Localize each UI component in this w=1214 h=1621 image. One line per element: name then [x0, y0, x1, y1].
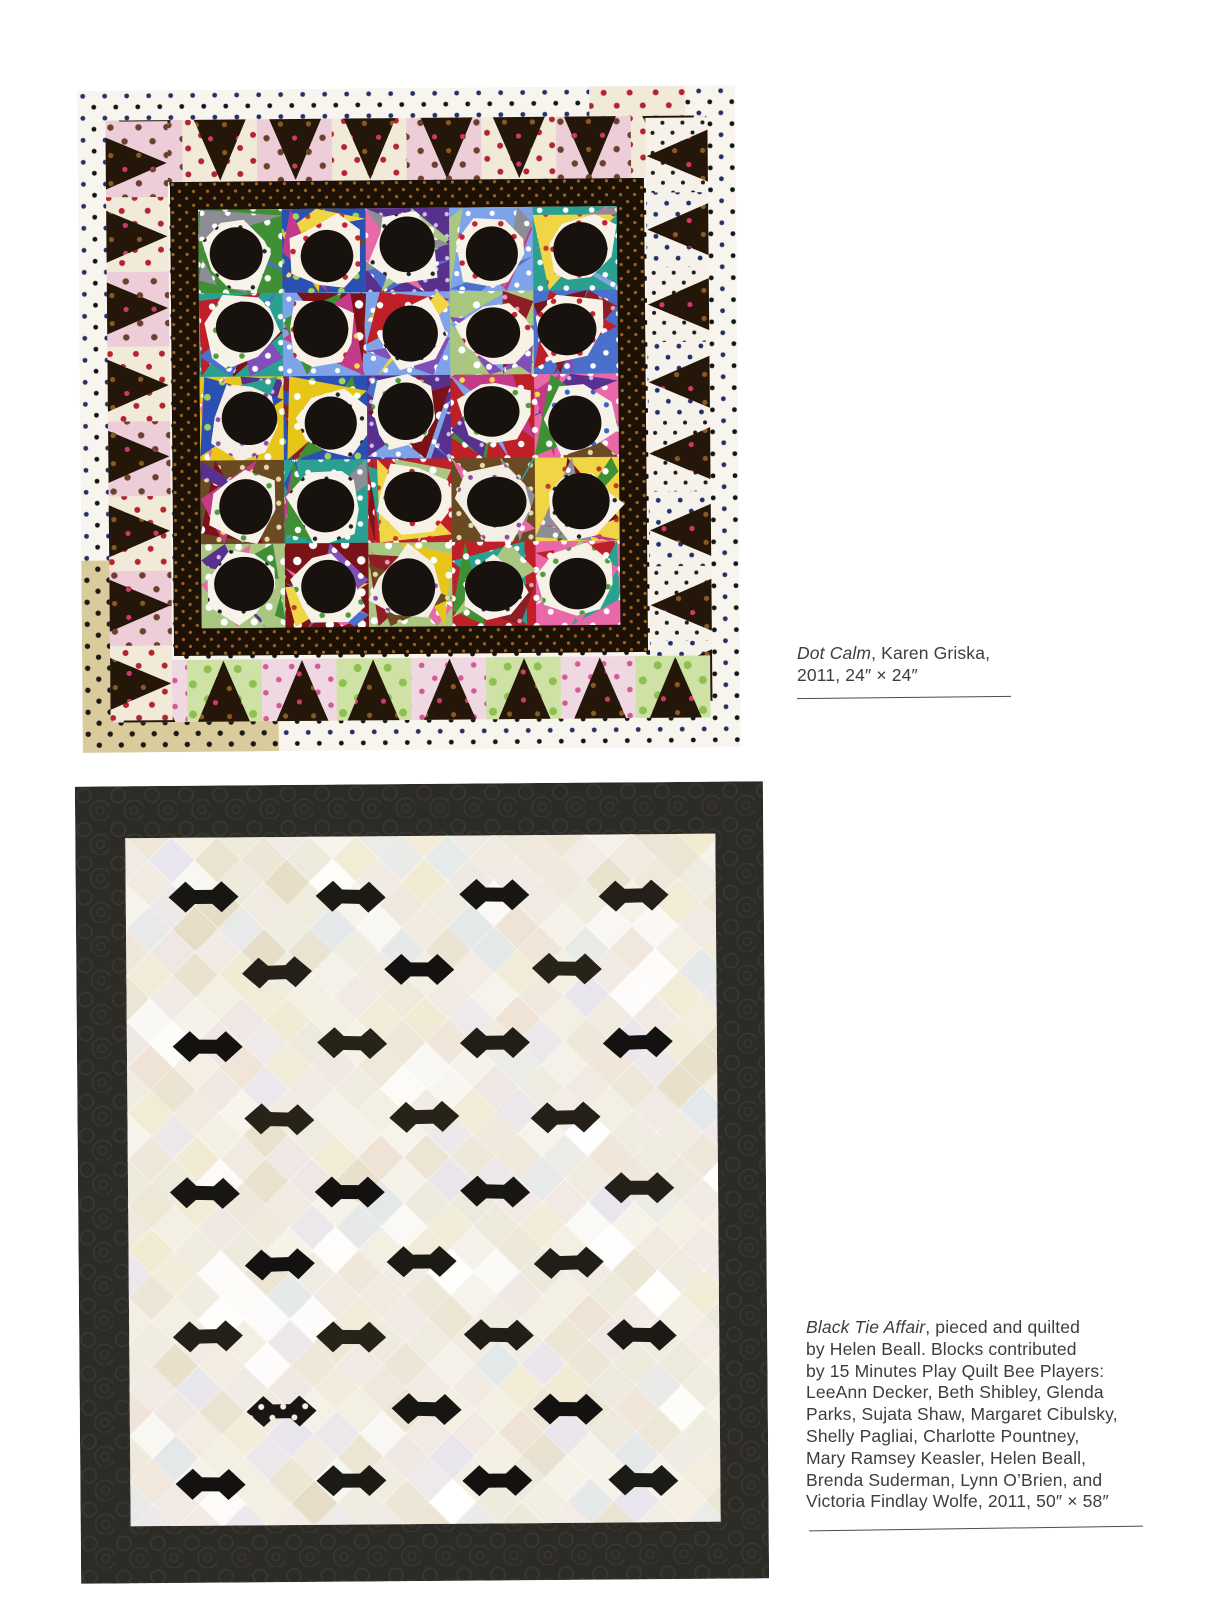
black-tie-affair-quilt-photo	[75, 781, 769, 1583]
black-tie-title-suffix: , pieced and quilted	[925, 1317, 1081, 1337]
black-tie-title: Black Tie Affair	[806, 1317, 926, 1337]
black-tie-caption-line: by Helen Beall. Blocks contributed	[806, 1338, 1077, 1359]
black-tie-affair-quilt-art	[75, 781, 769, 1583]
black-tie-caption-line: by 15 Minutes Play Quilt Bee Players:	[806, 1360, 1105, 1381]
black-tie-caption-line: Brenda Suderman, Lynn O’Brien, and	[806, 1469, 1103, 1490]
dot-calm-quilt-art	[77, 85, 741, 753]
black-tie-caption-line: Parks, Sujata Shaw, Margaret Cibulsky,	[806, 1404, 1118, 1425]
dot-calm-caption-line2: 2011, 24″ × 24″	[797, 665, 918, 685]
dot-calm-caption	[797, 642, 990, 686]
black-tie-caption-lines	[806, 1339, 1118, 1513]
black-tie-caption-line: Shelly Pagliai, Charlotte Pountney,	[806, 1425, 1080, 1446]
dot-calm-artist: , Karen Griska,	[871, 643, 991, 663]
black-tie-caption	[806, 1317, 1118, 1513]
dot-calm-caption-line1	[797, 642, 990, 664]
caption-rule	[797, 696, 1011, 699]
dot-calm-quilt-photo	[77, 85, 741, 753]
dot-calm-title: Dot Calm	[797, 643, 872, 663]
black-tie-caption-line1	[806, 1317, 1118, 1339]
black-tie-caption-line: Victoria Findlay Wolfe, 2011, 50″ × 58″	[806, 1491, 1109, 1512]
caption-rule	[809, 1526, 1143, 1532]
black-tie-caption-line: Mary Ramsey Keasler, Helen Beall,	[806, 1447, 1087, 1468]
black-tie-caption-line: LeeAnn Decker, Beth Shibley, Glenda	[806, 1382, 1104, 1403]
